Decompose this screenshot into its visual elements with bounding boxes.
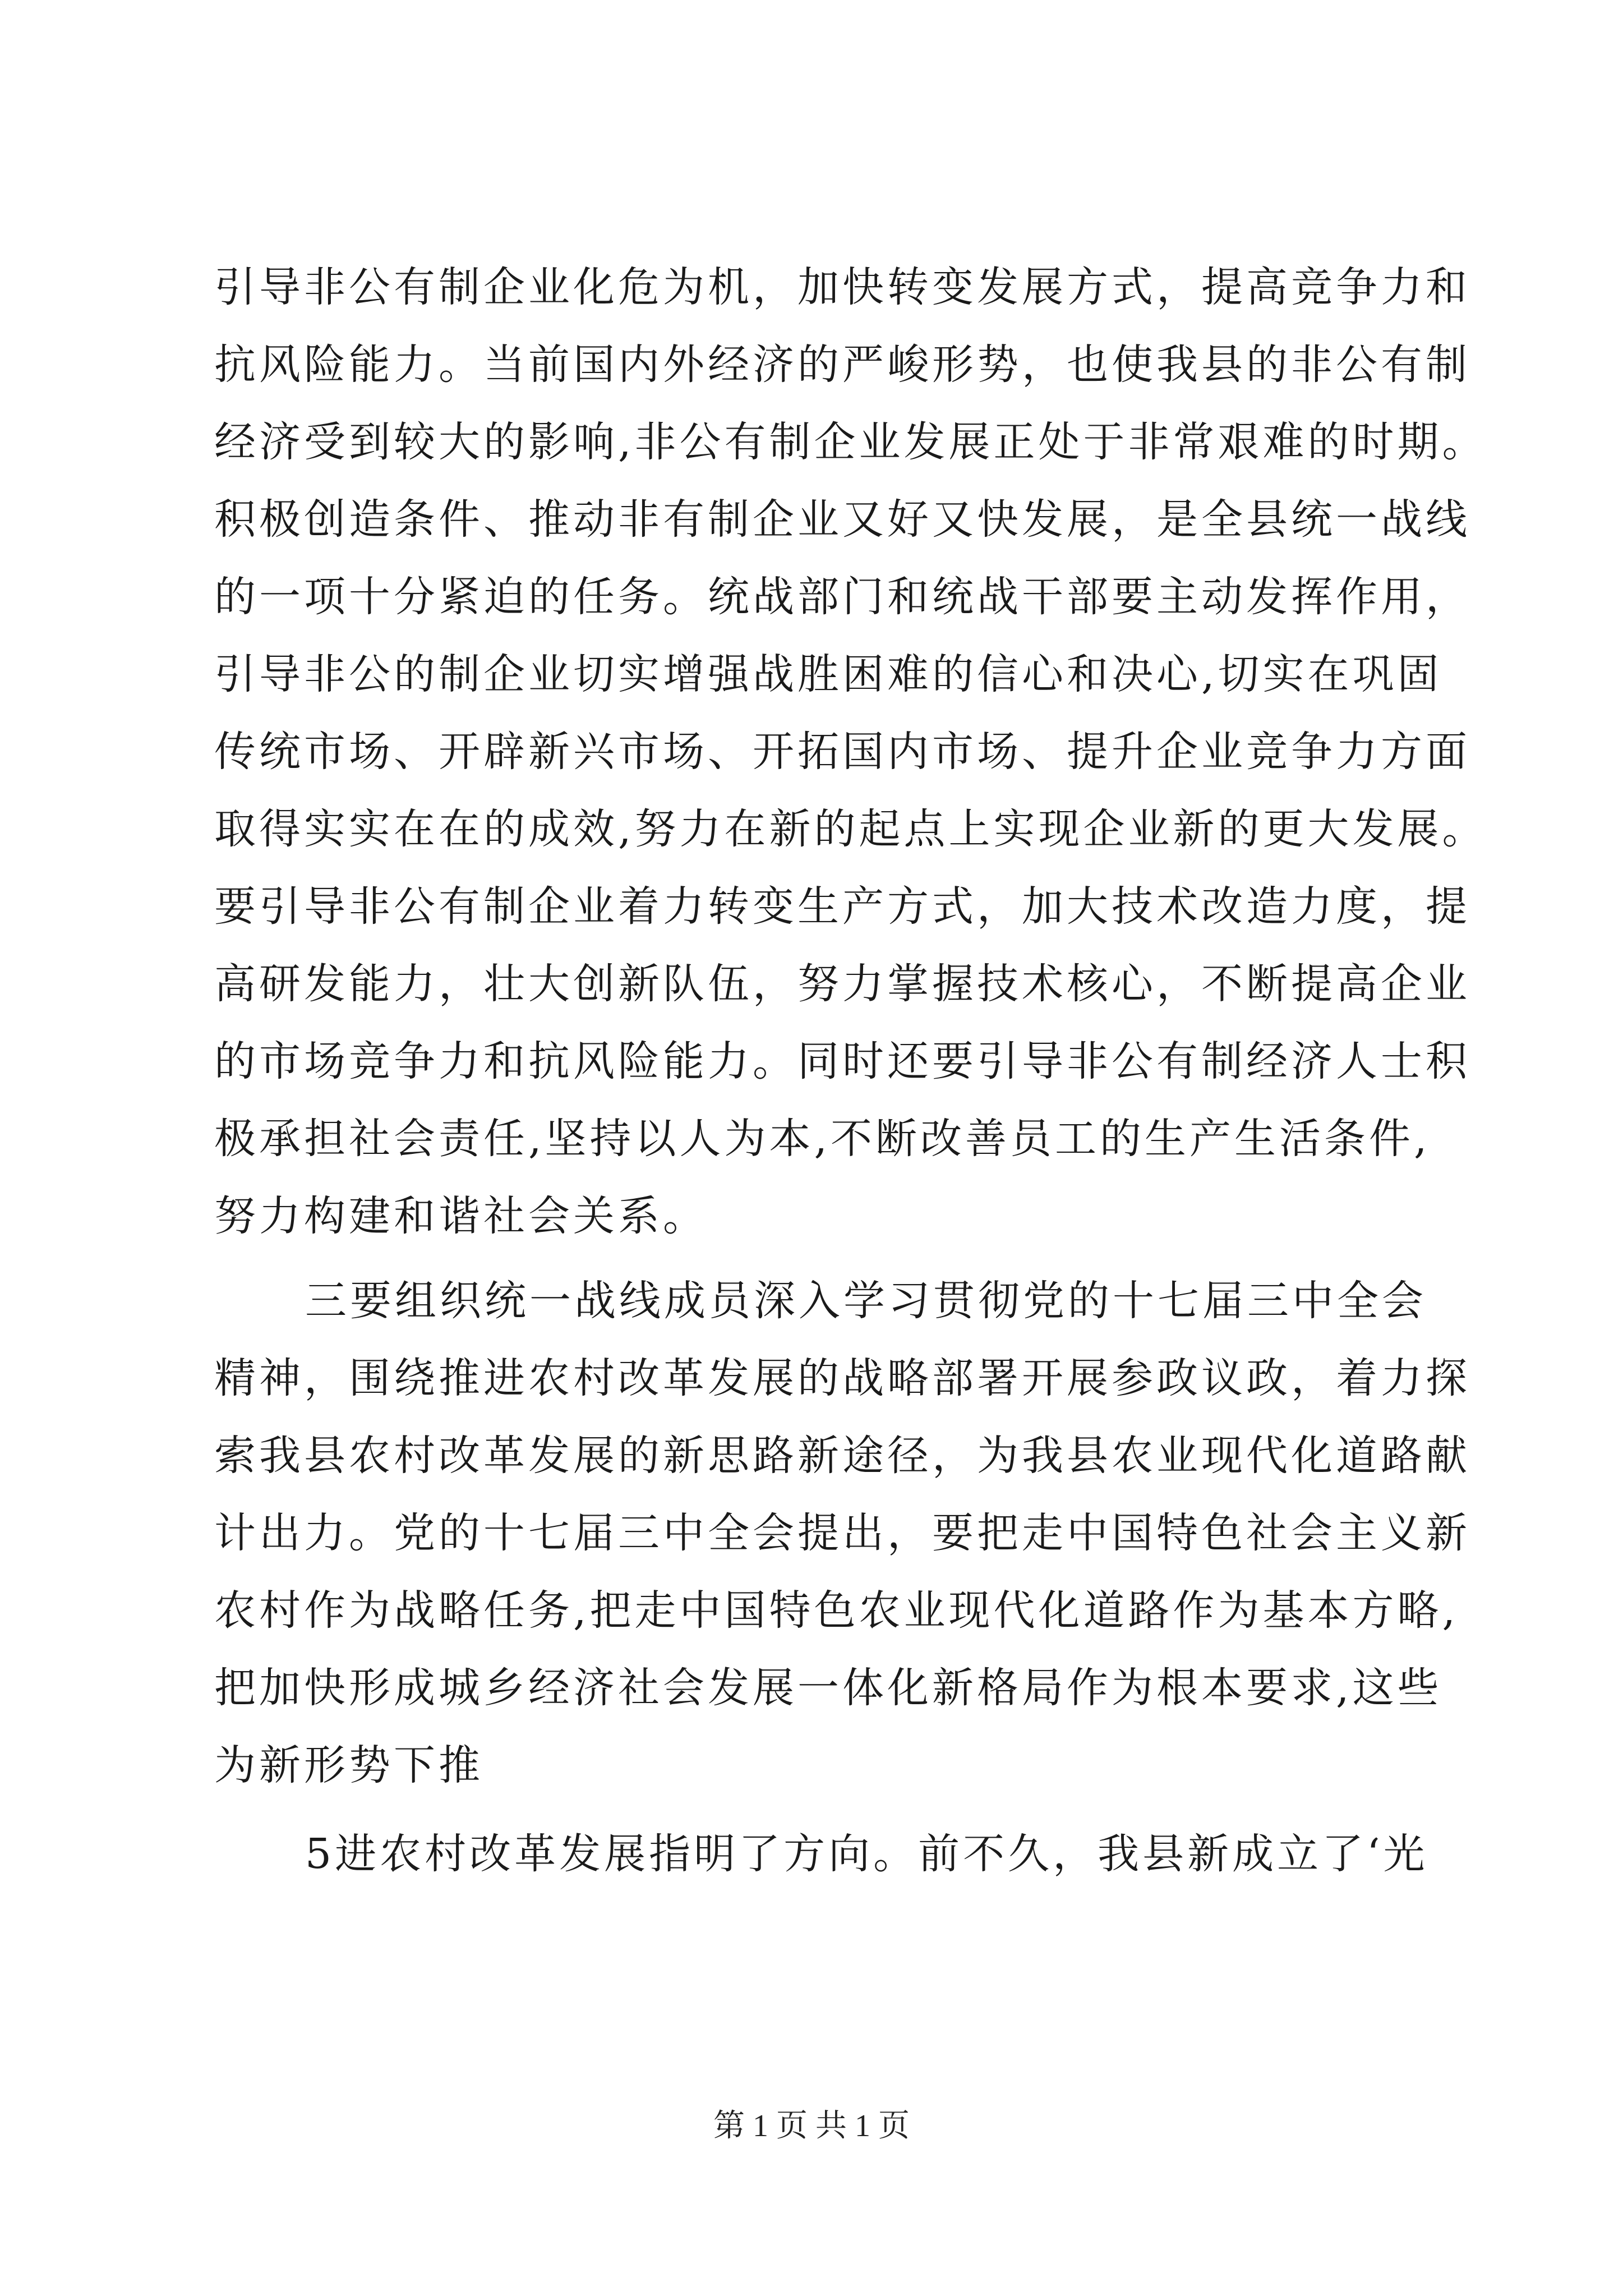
text-line: 极承担社会责任,坚持以人为本,不断改善员工的生产生活条件, [214,1115,1431,1163]
text-line: 的一项十分紧迫的任务。统战部门和统战干部要主动发挥作用， [214,573,1470,621]
text-line: 要引导非公有制企业着力转变生产方式，加大技术改造力度，提 [214,882,1470,931]
text-line: 努力构建和谐社会关系。 [214,1192,708,1240]
text-line: 高研发能力，壮大创新队伍，努力掌握技术核心，不断提高企业 [214,960,1470,1008]
text-line: 的市场竞争力和抗风险能力。同时还要引导非公有制经济人士积 [214,1037,1470,1085]
text-line: 传统市场、开辟新兴市场、开拓国内市场、提升企业竞争力方面 [214,728,1470,776]
text-line: 农村作为战略任务,把走中国特色农业现代化道路作为基本方略, [214,1586,1459,1635]
text-line: 为新形势下推 [214,1741,483,1789]
text-line: 经济受到较大的影响,非公有制企业发展正处于非常艰难的时期。 [214,418,1487,466]
text-line: 抗风险能力。当前国内外经济的严峻形势，也使我县的非公有制 [214,341,1470,389]
text-line: 取得实实在在的成效,努力在新的起点上实现企业新的更大发展。 [214,805,1487,853]
text-line: 把加快形成城乡经济社会发展一体化新格局作为根本要求,这些 [214,1664,1442,1712]
page-number-footer: 第 1 页 共 1 页 [713,2109,910,2143]
paragraph-start-line: 三要组织统一战线成员深入学习贯彻党的十七届三中全会 [305,1277,1427,1325]
text-line: 引导非公有制企业化危为机，加快转变发展方式，提高竞争力和 [214,263,1470,311]
text-line: 引导非公的制企业切实增强战胜困难的信心和决心,切实在巩固 [214,650,1442,698]
paragraph-start-line: 5进农村改革发展指明了方向。前不久，我县新成立了‘光 [305,1830,1428,1878]
text-line: 积极创造条件、推动非有制企业又好又快发展，是全县统一战线 [214,495,1470,544]
text-line: 计出力。党的十七届三中全会提出，要把走中国特色社会主义新 [214,1509,1470,1557]
text-line: 索我县农村改革发展的新思路新途径，为我县农业现代化道路献 [214,1432,1470,1480]
text-line: 精神，围绕推进农村改革发展的战略部署开展参政议政，着力探 [214,1354,1470,1402]
